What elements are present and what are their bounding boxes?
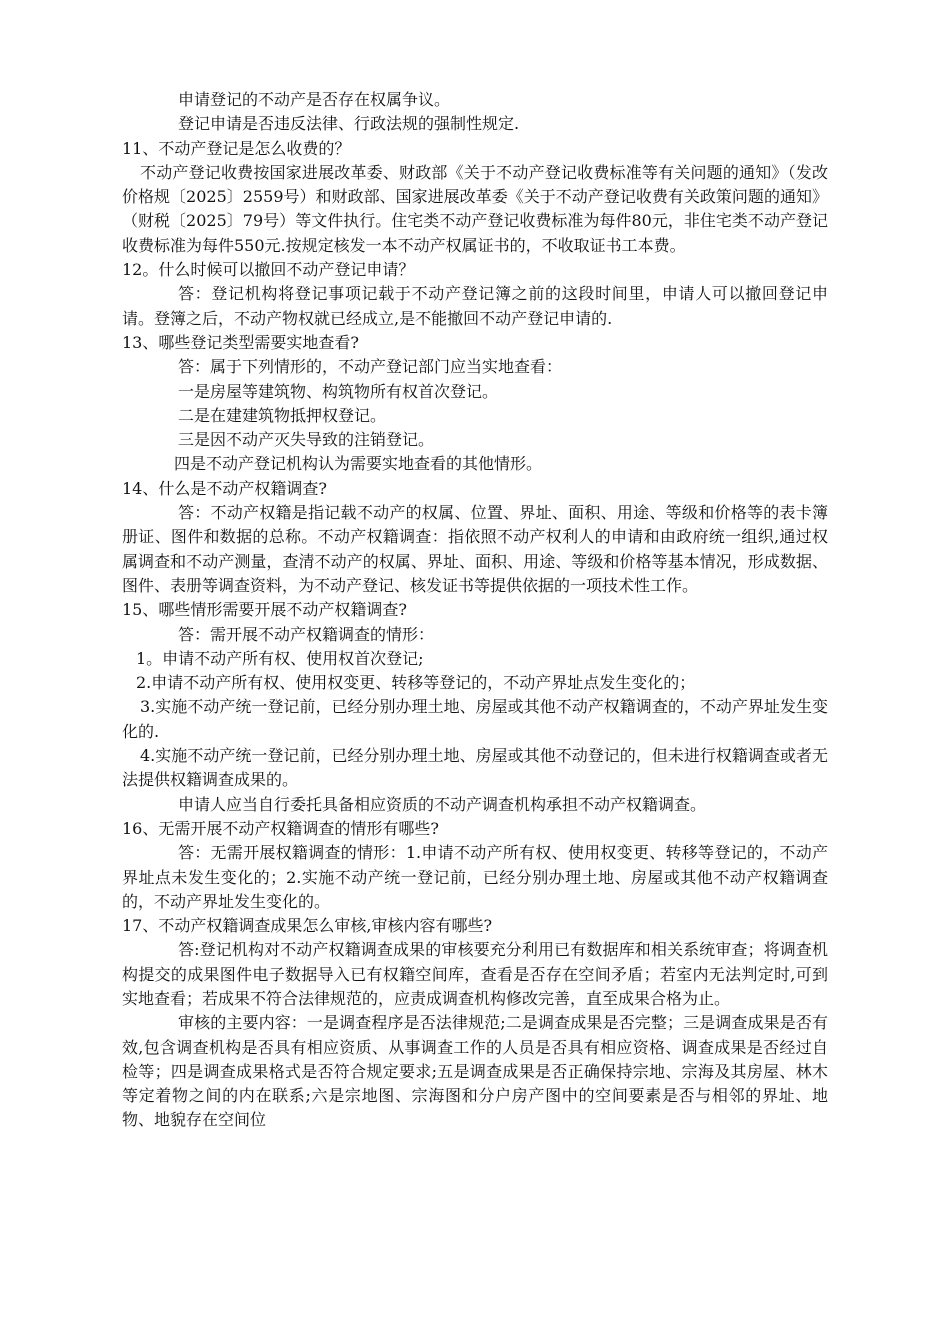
list-item: 二是在建建筑物抵押权登记。 — [178, 405, 387, 425]
paragraph: 答：需开展不动产权籍调查的情形： — [178, 624, 435, 644]
paragraph: 登记申请是否违反法律、行政法规的强制性规定. — [178, 114, 520, 134]
paragraph: 答：不动产权籍是指记载不动产的权属、位置、界址、面积、用途、等级和价格等的表卡簿册证、图件和数据的总称。不动产权籍调查：指依照不动产权利人的申请和由政府统一组织,通过权属调查和不动产测量，查清不动产的权属、界址、面积、用途、等级和价格等基本情况，形成数据、图件、表册等调查资料，为不动产登记、核发证书等提供依据的一项技术性工作。 — [122, 503, 828, 595]
list-item: 2.申请不动产所有权、使用权变更、转移等登记的，不动产界址点发生变化的； — [136, 673, 696, 693]
question-heading: 16、无需开展不动产权籍调查的情形有哪些? — [122, 818, 439, 838]
question-heading: 15、哪些情形需要开展不动产权籍调查? — [122, 600, 407, 620]
question-heading: 13、哪些登记类型需要实地查看? — [122, 332, 359, 352]
paragraph: 申请登记的不动产是否存在权属争议。 — [178, 90, 451, 109]
list-item: 1。申请不动产所有权、使用权首次登记; — [136, 648, 424, 668]
paragraph: 答：登记机构将登记事项记载于不动产登记簿之前的这段时间里，申请人可以撤回登记申请。登簿之后，不动产物权就已经成立,是不能撤回不动产登记申请的. — [122, 284, 828, 328]
paragraph: 答：属于下列情形的，不动产登记部门应当实地查看： — [178, 357, 563, 377]
list-item: 一是房屋等建筑物、构筑物所有权首次登记。 — [178, 381, 499, 401]
list-item: 4.实施不动产统一登记前，已经分别办理土地、房屋或其他不动登记的，但未进行权籍调查或者无法提供权籍调查成果的。 — [122, 746, 828, 790]
paragraph: 答：无需开展权籍调查的情形：1.申请不动产所有权、使用权变更、转移等登记的，不动产界址点未发生变化的；2.实施不动产统一登记前，已经分别办理土地、房屋或其他不动产权籍调查的，不动产界址发生变化的。 — [122, 843, 828, 911]
list-item: 四是不动产登记机构认为需要实地查看的其他情形。 — [174, 454, 543, 474]
list-item: 3.实施不动产统一登记前，已经分别办理土地、房屋或其他不动产权籍调查的，不动产界址发生变化的. — [122, 697, 828, 741]
question-heading: 14、什么是不动产权籍调查? — [122, 478, 327, 498]
paragraph: 申请人应当自行委托具备相应资质的不动产调查机构承担不动产权籍调查。 — [178, 794, 707, 814]
paragraph: 答:登记机构对不动产权籍调查成果的审核要充分利用已有数据库和相关系统审查；将调查机构提交的成果图件电子数据导入已有权籍空间库，查看是否存在空间矛盾；若室内无法判定时,可到实地查看；若成果不符合法律规范的，应责成调查机构修改完善，直至成果合格为止。 — [122, 940, 828, 1008]
paragraph: 不动产登记收费按国家进展改革委、财政部《关于不动产登记收费标准等有关问题的通知》（发改价格规〔2025〕2559号）和财政部、国家进展改革委《关于不动产登记收费有关政策问题的通知》（财税〔2025〕79号）等文件执行。住宅类不动产登记收费标准为每件80元，非住宅类不动产登记收费标准为每件550元.按规定核发一本不动产权属证书的，不收取证书工本费。 — [122, 162, 828, 255]
paragraph: 审核的主要内容：一是调查程序是否法律规范;二是调查成果是否完整；三是调查成果是否有效,包含调查机构是否具有相应资质、从事调查工作的人员是否具有相应资格、调查成果是否经过自检等；四是调查成果格式是否符合规定要求;五是调查成果是否正确保持宗地、宗海及其房屋、林木等定着物之间的内在联系;六是宗地图、宗海图和分户房产图中的空间要素是否与相邻的界址、地物、地貌存在空间位 — [122, 1013, 828, 1130]
list-item: 三是因不动产灭失导致的注销登记。 — [178, 430, 435, 450]
question-heading: 17、不动产权籍调查成果怎么审核,审核内容有哪些? — [122, 916, 493, 936]
question-heading: 12。什么时候可以撤回不动产登记申请？ — [122, 260, 415, 280]
document-body — [122, 88, 828, 1133]
question-heading: 11、不动产登记是怎么收费的？ — [122, 138, 351, 158]
